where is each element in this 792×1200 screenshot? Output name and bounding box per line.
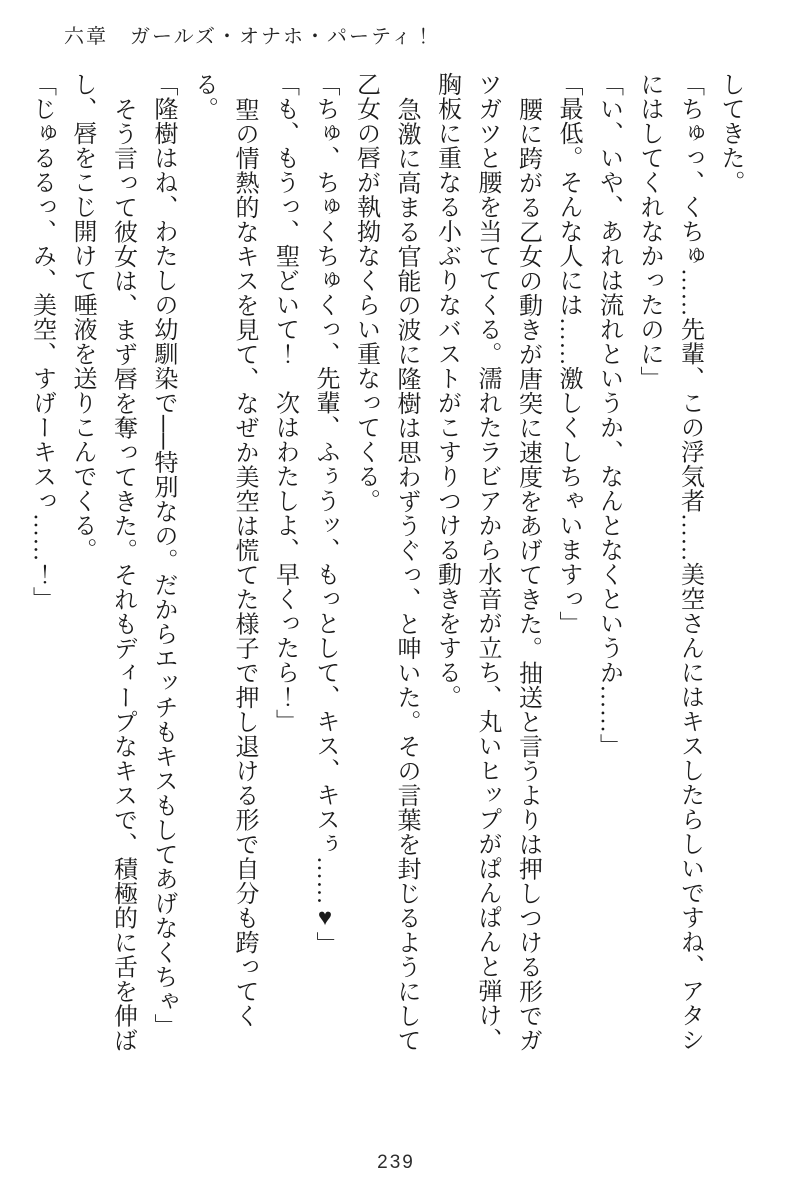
paragraph: 「い、いや、あれは流れというか、なんとなくというか……」 xyxy=(595,72,622,758)
main-text-block xyxy=(21,72,750,1056)
chapter-running-head: 六章 ガールズ・オナホ・パーティ！ xyxy=(64,26,436,48)
page-number: 239 xyxy=(377,1152,415,1173)
paragraph: 聖の情熱的なキスを見て、なぜか美空は慌てた様子で押し退ける形で自分も跨ってくる。 xyxy=(190,72,257,1028)
paragraph: 「も、もうっ、聖どいて！ 次はわたしよ、早くったら！」 xyxy=(271,72,298,734)
paragraph: 「ちゅ、ちゅくちゅくっ、先輩、ふぅうッ、もっとして、キス、キスぅ……♥」 xyxy=(312,72,338,956)
paragraph: そう言って彼女は、まず唇を奪ってきた。それもディープなキスで、積極的に舌を伸ばし、唇をこじ開けて唾液を送りこんでくる。 xyxy=(69,72,136,1052)
paragraph: 「ちゅっ、くちゅ……先輩、この浮気者……美空さんにはキスしたらしいですね、アタシにはしてくれなかったのに」 xyxy=(636,72,703,1052)
paragraph: 「最低。そんな人には……激しくしちゃいますっ」 xyxy=(555,72,581,636)
paragraph: 急激に高まる官能の波に隆樹は思わずうぐっ、と呻いた。その言葉を封じるようにして乙女の唇が執拗なくらい重なってくる。 xyxy=(352,72,419,1052)
paragraph: してきた。 xyxy=(717,72,743,195)
paragraph: 腰に跨がる乙女の動きが唐突に速度をあげてきた。抽送と言うよりは押しつける形でガツガツと腰を当ててくる。濡れたラビアから水音が立ち、丸いヒップがぱんぱんと弾け、胸板に重なる小ぶりなバストがこすりつける動きをする。 xyxy=(433,72,541,1052)
paragraph: 「じゅるるっ、み、美空、すげーキスっ……！」 xyxy=(28,72,55,611)
paragraph: 「隆樹はね、わたしの幼馴染で──特別なの。だからエッチもキスもしてあげなくちゃ」 xyxy=(150,72,176,1039)
